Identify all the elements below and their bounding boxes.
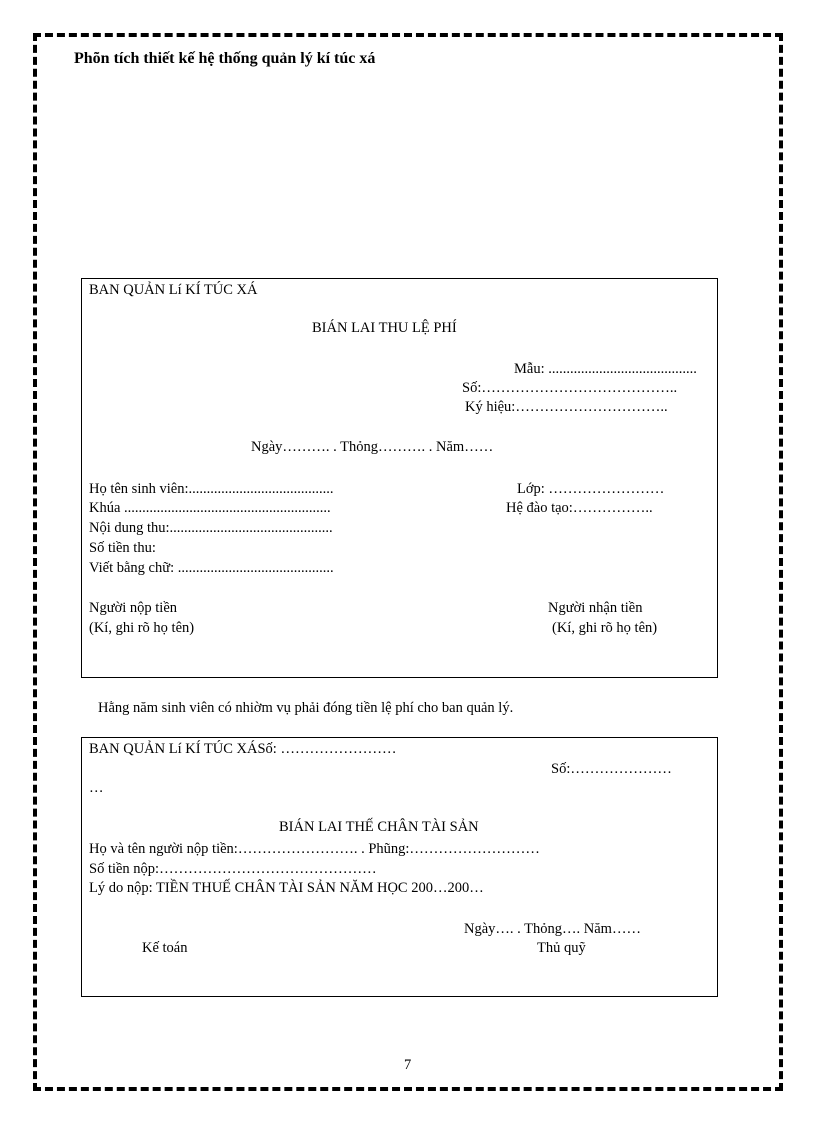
fee-receipt-faculty: Khúa ......................................................... <box>89 500 331 516</box>
fee-receipt-ky-hieu: Ký hiệu:………………………….. <box>465 399 668 415</box>
fee-receipt-payer: Người nộp tiền <box>89 600 178 616</box>
deposit-receipt-ellipsis: … <box>89 780 104 796</box>
note-paragraph: Hằng năm sinh viên có nhiờm vụ phải đóng tiền lệ phí cho ban quản lý. <box>98 700 514 716</box>
deposit-receipt-title: BIÁN LAI THẾ CHÂN TÀI SẢN <box>279 819 479 835</box>
deposit-receipt-accountant: Kế toán <box>142 940 188 956</box>
deposit-receipt-org: BAN QUẢN Lí KÍ TÚC XÁSố: …………………… <box>89 741 397 757</box>
fee-receipt-box <box>81 278 718 678</box>
deposit-receipt-so: Số:………………… <box>551 761 672 777</box>
fee-receipt-date: Ngày………. . Thỏng………. . Năm…… <box>251 439 494 455</box>
deposit-receipt-reason: Lý do nộp: TIỀN THUẾ CHÂN TÀI SẢN NĂM HỌC 200…200… <box>89 880 484 896</box>
page-header-title: Phõn tích thiết kế hệ thống quản lý kí túc xá <box>74 50 376 67</box>
fee-receipt-receiver-sign: (Kí, ghi rõ họ tên) <box>552 620 658 636</box>
fee-receipt-title: BIÁN LAI THU LỆ PHÍ <box>312 320 457 336</box>
fee-receipt-training-type: Hệ đào tạo:…………….. <box>506 500 653 516</box>
fee-receipt-class: Lớp: …………………… <box>517 481 665 497</box>
page-number: 7 <box>404 1057 412 1073</box>
fee-receipt-amount: Số tiền thu: <box>89 540 156 556</box>
fee-receipt-amount-words: Viết bằng chữ: ........................................... <box>89 560 334 576</box>
deposit-receipt-treasurer: Thủ quỹ <box>537 940 586 956</box>
fee-receipt-so: Số:………………………………….. <box>462 380 678 396</box>
deposit-receipt-amount: Số tiền nộp:……………………………………… <box>89 861 377 877</box>
deposit-receipt-payer-name: Họ và tên người nộp tiền:……………………. . Phũng:……………………… <box>89 841 540 857</box>
fee-receipt-payer-sign: (Kí, ghi rõ họ tên) <box>89 620 195 636</box>
fee-receipt-mau: Mẫu: ......................................... <box>514 361 697 377</box>
deposit-receipt-date: Ngày…. . Thỏng…. Năm…… <box>464 921 641 937</box>
fee-receipt-receiver: Người nhận tiền <box>548 600 643 616</box>
fee-receipt-org: BAN QUẢN Lí KÍ TÚC XÁ <box>89 282 258 298</box>
fee-receipt-content: Nội dung thu:............................................. <box>89 520 333 536</box>
fee-receipt-student-name: Họ tên sinh viên:........................................ <box>89 481 334 497</box>
